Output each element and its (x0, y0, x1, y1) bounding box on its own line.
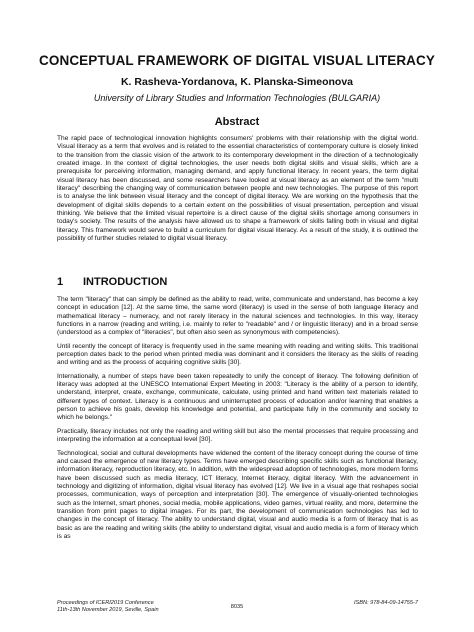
introduction-body (57, 296, 418, 546)
paper-authors: K. Rasheva-Yordanova, K. Planska-Simeonova (120, 76, 354, 88)
section-number: 1 (57, 276, 64, 288)
section-heading (57, 276, 167, 288)
paragraph: Internationally, a number of steps have been taken repeatedly to unify the concept of literacy. The following definition of literacy was adopted at the UNESCO International Expert Meeting in 2003: "Literacy is the ability of a person to identify, understand, interpret, create, exchange, communicate, calculate, using printed and hand written text materials related to different types of context. Literacy is a continuous and uninterrupted process of education and/or learning that enables a person to achieve his goals, develop his knowledge and potential, and participate fully in the community and society to which he belongs." (57, 372, 418, 422)
paragraph: Practically, literacy includes not only the reading and writing skill but also the mental processes that require processing and interpreting the information at a conceptual level [30]. (57, 427, 418, 444)
paper-affiliation: University of Library Studies and Information Technologies (BULGARIA) (93, 93, 381, 103)
footer-conference-dates: 11th-13th November 2019, Seville, Spain (57, 607, 159, 613)
footer-isbn: ISBN: 978-84-09-14755-7 (353, 600, 418, 606)
abstract-heading: Abstract (214, 116, 260, 128)
page-number: 8035 (230, 604, 244, 610)
paragraph: Technological, social and cultural developments have widened the content of the literacy concept during the course of time and caused the emergence of new literacy types. Terms have emerged describing specific skills such as functional literacy, information literacy, reproduction literacy, etc. In addition, with the widespread adoption of technologies, more modern forms have been discussed such as media literacy, ICT literacy, Internet literacy, digital literacy. With the advancement in technology and digitizing of information, digital visual literacy has evolved [12]. We live in a visual age that reshapes social processes, communication, ways of perception and interpretation [30]. The emergence of visually-oriented technologies such as the Internet, smart phones, social media, mobile applications, video games, virtual reality, and more, determine the transition from print pages to digital images. For its part, the development of communication technologies has led to changes in the concept of literacy. The ability to understand digital, visual and audio media is a form of literacy that is as basic as are the reading and writing skills (the ability to understand digital, visual and audio media is a form of literacy which is as (57, 449, 418, 540)
paper-title: CONCEPTUAL FRAMEWORK OF DIGITAL VISUAL LITERACY (39, 53, 435, 68)
paragraph: Until recently the concept of literacy is frequently used in the same meaning with reading and writing skills. This traditional perception dates back to the period when printed media was dominant and it considers the literacy as the skills of reading and writing and as the process of acquiring cognitive skills [30]. (57, 342, 418, 367)
footer-conference-name: Proceedings of ICERI2019 Conference (57, 600, 154, 606)
paragraph: The term "literacy" that can simply be defined as the ability to read, write, communicate and understand, has become a key concept in education [12]. At the same time, the same word (literacy) is used in the sense of both language literacy and mathematical literacy – numeracy, and not rarely literacy in the natural sciences and technologies. In this way, literacy functions in a narrow (reading and writing, i.e. mainly to refer to "readable" and / or linguistic literacy) and in a broad sense (understood as a complex of "literacies", but often also seen as synonymous with competencies). (57, 296, 418, 337)
abstract-text: The rapid pace of technological innovation highlights consumers' problems with their relationship with the digital world. Visual literacy as a term that evolves and is related to the essential characteristics of contemporary culture is closely linked to the transition from the classic vision of the artwork to its contemporary development in the direction of a technologically created image. In the context of digital technologies, the user needs both digital skills and visual skills, which are a prerequisite for perceiving information, managing demand, and apply functional literacy. In recent years, the term digital visual literacy has been discussed, and some researchers have looked at visual literacy as an element of the term "multi literacy" describing the changing way of communication between people and new technologies. The purpose of this report is to analyse the link between visual literacy and the concept of digital literacy. We are working on the hypothesis that the development of digital skills depends to a certain extent on the possibilities of visual presentation, perception and visual thinking. We believe that the limited visual repertoire is a direct cause of the digital skills shortage among consumers in today's society. The results of the analysis have allowed us to shape a framework of skills falling both in visual and digital literacy. This framework would serve to build a curriculum for digital visual literacy. As a result of the study, it is outlined the possibility of further studies related to digital visual literacy. (57, 135, 418, 243)
section-title: INTRODUCTION (83, 276, 168, 288)
